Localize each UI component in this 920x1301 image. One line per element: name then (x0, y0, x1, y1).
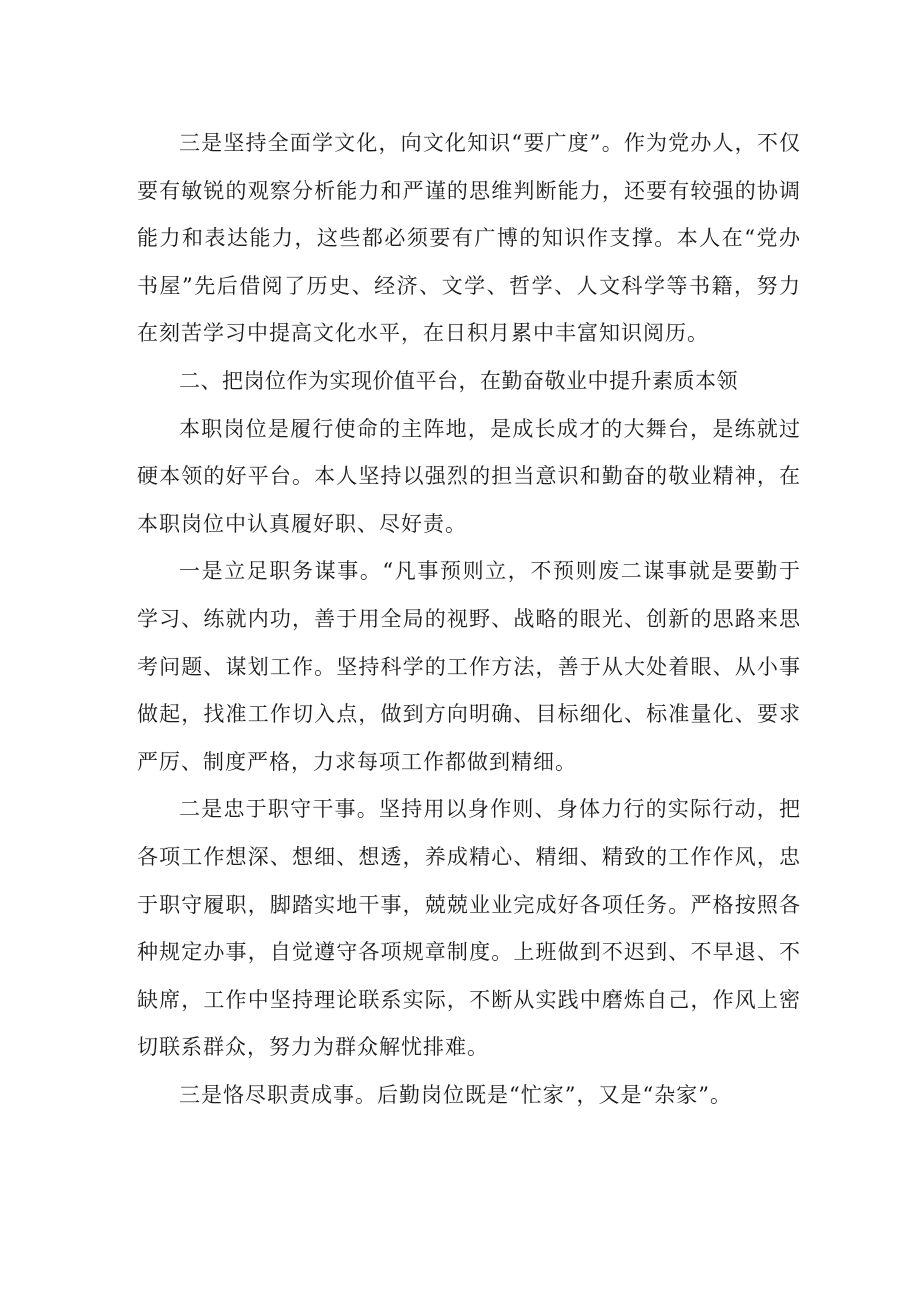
paragraph-study-culture: 三是坚持全面学文化，向文化知识“要广度”。作为党办人，不仅要有敏锐的观察分析能力和严谨的思维判断能力，还要有较强的协调能力和表达能力，这些都必须要有广博的知识作支撑。本人在“党办书屋”先后借阅了历史、经济、文学、哲学、人文科学等书籍，努力在刻苦学习中提高文化水平，在日积月累中丰富知识阅历。 (137, 131, 801, 346)
paragraph-dedicated-work: 二是忠于职守干事。坚持用以身作则、身体力行的实际行动，把各项工作想深、想细、想透，养成精心、精细、精致的工作作风，忠于职守履职，脚踏实地干事，兢兢业业完成好各项任务。严格按照各种规定办事，自觉遵守各项规章制度。上班做到不迟到、不早退、不缺席，工作中坚持理论联系实际，不断从实践中磨炼自己，作风上密切联系群众，努力为群众解忧排难。 (137, 797, 801, 1060)
section-heading-2: 二、把岗位作为实现价值平台，在勤奋敬业中提升素质本领 (179, 368, 738, 393)
paragraph-fulfill-duty: 三是恪尽职责成事。后勤岗位既是“忙家”，又是“杂家”。 (179, 1082, 732, 1107)
paragraph-position-intro: 本职岗位是履行使命的主阵地，是成长成才的大舞台，是练就过硬本领的好平台。本人坚持以强烈的担当意识和勤奋的敬业精神，在本职岗位中认真履好职、尽好责。 (137, 416, 801, 536)
paragraph-plan-work: 一是立足职务谋事。“凡事预则立，不预则废二谋事就是要勤于学习、练就内功，善于用全局的视野、战略的眼光、创新的思路来思考问题、谋划工作。坚持科学的工作方法，善于从大处着眼、从小事做起，找准工作切入点，做到方向明确、目标细化、标准量化、要求严厉、制度严格，力求每项工作都做到精细。 (137, 559, 801, 774)
document-page (137, 120, 801, 1119)
